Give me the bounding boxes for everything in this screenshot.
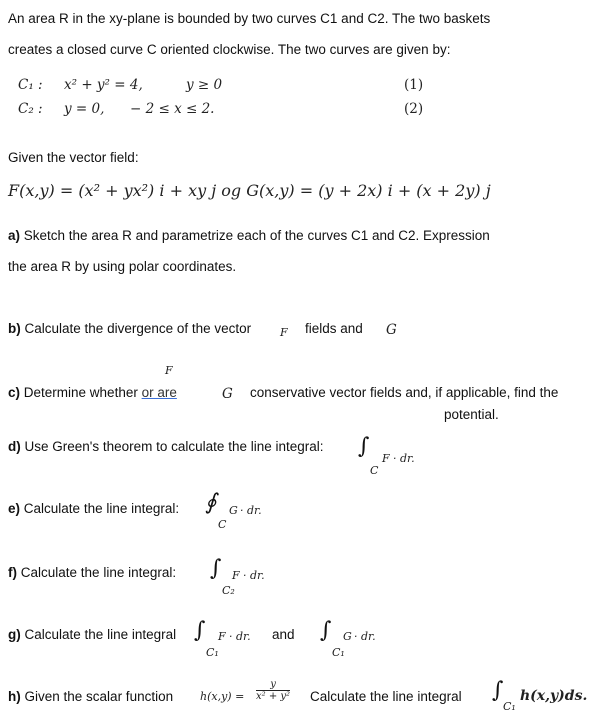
question-f-label: f): [8, 565, 17, 580]
integrand-g-G: G: [343, 630, 352, 643]
integrand-d-F: F: [382, 452, 390, 465]
scalar-function-lhs: h(x,y) =: [200, 690, 245, 703]
scalar-function-denominator: x² + y²: [256, 691, 291, 702]
question-a-label: a): [8, 228, 21, 243]
integral-h-integrand: h(x,y)ds.: [520, 688, 588, 704]
integral-sign-h: ∫: [492, 678, 504, 703]
integral-sign-g-1: ∫: [194, 618, 206, 643]
question-d-text: Use Green's theorem to calculate the line integral:: [24, 439, 324, 454]
symbol-G-c: G: [222, 386, 233, 402]
curve-1-eq: x² + y² = 4,: [64, 77, 143, 93]
integral-e-subscript: C: [218, 518, 227, 531]
integrand-e-G: G: [229, 504, 238, 517]
question-g-and: and: [272, 627, 295, 642]
question-f-text: Calculate the line integral:: [20, 565, 177, 580]
integrand-f-F: F: [232, 569, 240, 582]
integral-sign-g-2: ∫: [320, 618, 332, 643]
integrand-f-dr: · dr.: [243, 569, 265, 582]
symbol-G-b: G: [386, 322, 397, 338]
question-e-text: Calculate the line integral:: [23, 501, 180, 516]
integral-f-subscript: C₂: [222, 584, 235, 597]
question-h-label: h): [8, 689, 21, 704]
integrand-d-dr: · dr.: [393, 452, 415, 465]
curve-1-cond: y ≥ 0: [186, 77, 223, 93]
integrand-g-dr-1: · dr.: [229, 630, 251, 643]
integral-g-1-subscript: C₁: [206, 646, 219, 659]
curve-2-eq: y = 0,: [64, 101, 105, 117]
scalar-function-fraction: [256, 679, 290, 702]
integral-g-2-subscript: C₁: [332, 646, 345, 659]
integrand-e-dr: · dr.: [240, 504, 262, 517]
question-e: [8, 500, 179, 518]
question-c-text-3: potential.: [444, 407, 499, 422]
curve-1-name: C₁ :: [18, 77, 43, 93]
curve-1-number: (1): [404, 77, 424, 93]
question-e-label: e): [8, 501, 21, 516]
question-g-label: g): [8, 627, 21, 642]
vector-field-equation: F(x,y) = (x² + yx²) i + xy j og G(x,y) = (y + 2x) i + (x + 2y) j: [8, 181, 491, 200]
question-c-text-2: conservative vector fields and, if applicable, find the: [250, 385, 559, 400]
question-g: [8, 626, 176, 644]
integral-sign-d: ∫: [358, 434, 370, 459]
question-c-text-1: Determine whether: [23, 385, 138, 400]
question-b-label: b): [8, 321, 21, 336]
question-d-label: d): [8, 439, 21, 454]
symbol-F-b: F: [280, 326, 288, 339]
curve-2-cond: − 2 ≤ x ≤ 2.: [130, 101, 215, 117]
curve-2-name: C₂ :: [18, 101, 43, 117]
contour-integral-sign-e: ∮: [205, 490, 217, 515]
intro-line-2: creates a closed curve C oriented clockwise. The two curves are given by:: [8, 42, 451, 57]
question-c: [8, 384, 177, 402]
question-c-or-are: or are: [141, 385, 177, 400]
intro-line-1: An area R in the xy-plane is bounded by two curves C1 and C2. The two baskets: [8, 11, 491, 26]
integrand-g-F: F: [218, 630, 226, 643]
integral-sign-f: ∫: [210, 556, 222, 581]
curve-2-number: (2): [404, 101, 424, 117]
question-a: [8, 227, 490, 245]
integrand-g-dr-2: · dr.: [354, 630, 376, 643]
question-b-text-2: fields and: [305, 321, 363, 336]
question-c-label: c): [8, 385, 21, 400]
question-h-text-1: Given the scalar function: [24, 689, 174, 704]
question-a-text-1: Sketch the area R and parametrize each of the curves C1 and C2. Expression: [23, 228, 490, 243]
question-b: [8, 320, 251, 338]
question-a-text-2: the area R by using polar coordinates.: [8, 259, 237, 274]
question-h: [8, 688, 173, 706]
integral-h-subscript: C₁: [503, 700, 516, 713]
question-b-text-1: Calculate the divergence of the vector: [24, 321, 252, 336]
question-h-text-2: Calculate the line integral: [310, 689, 462, 704]
scalar-function-numerator: y: [256, 679, 290, 691]
integral-d-subscript: C: [370, 464, 379, 477]
question-d: [8, 438, 324, 456]
symbol-F-c: F: [165, 364, 173, 377]
given-label: Given the vector field:: [8, 150, 139, 165]
question-g-text: Calculate the line integral: [24, 627, 177, 642]
question-f: [8, 564, 176, 582]
